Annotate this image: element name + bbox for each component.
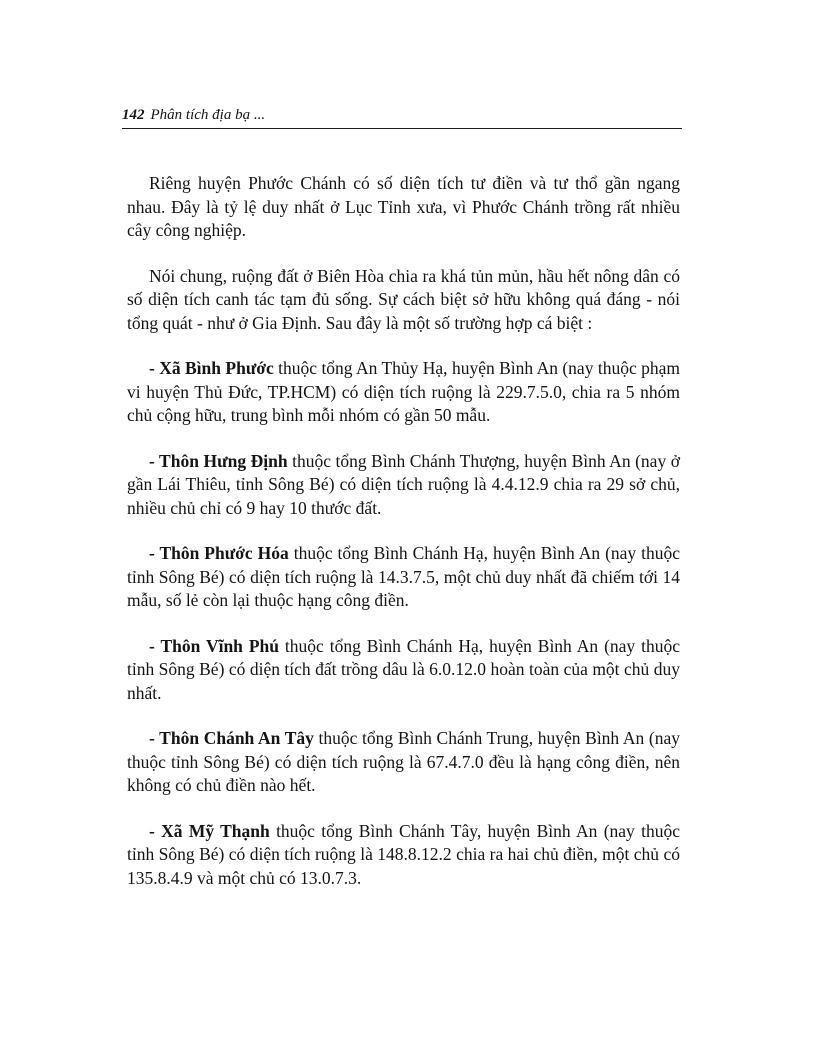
paragraph-phuoc-chanh	[127, 172, 680, 243]
body-text	[127, 172, 680, 912]
paragraph-text: thuộc tổng Bình Chánh Hạ, huyện Bình An (nay thuộc tỉnh Sông Bé) có diện tích ruộng là 14.3.7.5, một chủ duy nhất đã chiếm tới 14 mẫu, số lẻ còn lại thuộc hạng công điền.	[127, 543, 680, 610]
page-number: 142	[122, 107, 145, 123]
paragraph-text: thuộc tổng Bình Chánh Thượng, huyện Bình An (nay ở gần Lái Thiêu, tỉnh Sông Bé) có diện tích ruộng là 4.4.12.9 chia ra 29 sở chủ, nhiều chủ chỉ có 9 hay 10 thước đất.	[127, 450, 680, 518]
paragraph-text: thuộc tổng Bình Chánh Tây, huyện Bình An (nay thuộc tỉnh Sông Bé) có diện tích ruộng là 148.8.12.2 chia ra hai chủ điền, một chủ có 135.8.4.9 và một chủ có 13.0.7.3.	[127, 820, 680, 888]
paragraph-thon-phuoc-hoa	[127, 542, 680, 613]
paragraph-text: Riêng huyện Phước Chánh có số diện tích tư điền và tư thổ gần ngang nhau. Đây là tỷ lệ duy nhất ở Lục Tỉnh xưa, vì Phước Chánh trồng rất nhiều cây công nghiệp.	[127, 173, 680, 240]
paragraph-bien-hoa-overview	[127, 265, 680, 336]
paragraph-lead: - Thôn Phước Hóa	[149, 543, 289, 563]
paragraph-lead: - Xã Mỹ Thạnh	[149, 820, 270, 841]
paragraph-text: Nói chung, ruộng đất ở Biên Hòa chia ra khá tủn mủn, hầu hết nông dân có số diện tích canh tác tạm đủ sống. Sự cách biệt sở hữu không quá đáng - nói tổng quát - như ở Gia Định. Sau đây là một số trường hợp cá biệt :	[127, 265, 680, 333]
paragraph-xa-my-thanh	[127, 820, 680, 891]
paragraph-thon-hung-dinh	[127, 450, 680, 521]
paragraph-lead: - Thôn Hưng Định	[149, 450, 288, 471]
paragraph-lead: - Thôn Chánh An Tây	[149, 728, 314, 748]
running-header	[122, 106, 682, 129]
paragraph-thon-chanh-an-tay	[127, 727, 680, 798]
paragraph-lead: - Xã Bình Phước	[149, 358, 274, 378]
paragraph-thon-vinh-phu	[127, 635, 680, 706]
paragraph-lead: - Thôn Vĩnh Phú	[149, 635, 279, 656]
paragraph-text: thuộc tổng Bình Chánh Hạ, huyện Bình An (nay thuộc tỉnh Sông Bé) có diện tích đất trồng dâu là 6.0.12.0 hoàn toàn của một chủ duy nhất.	[127, 635, 680, 703]
paragraph-text: thuộc tổng An Thủy Hạ, huyện Bình An (nay thuộc phạm vi huyện Thủ Đức, TP.HCM) có diện tích ruộng là 229.7.5.0, chia ra 5 nhóm chủ cộng hữu, trung bình mỗi nhóm có gần 50 mẫu.	[127, 358, 680, 425]
paragraph-text: thuộc tổng Bình Chánh Trung, huyện Bình An (nay thuộc tỉnh Sông Bé) có diện tích ruộng là 67.4.7.0 đều là hạng công điền, nên không có chủ điền nào hết.	[127, 728, 681, 795]
running-title: Phân tích địa bạ ...	[150, 107, 266, 123]
paragraph-xa-binh-phuoc	[127, 357, 680, 428]
